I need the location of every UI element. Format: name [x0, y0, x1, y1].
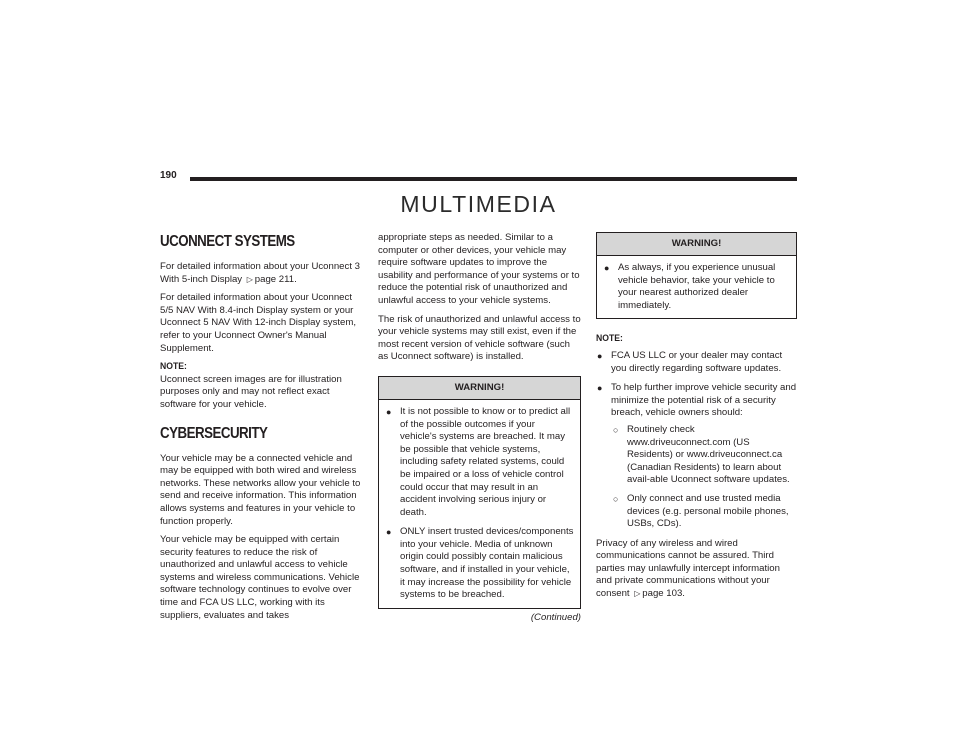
column-middle [378, 232, 581, 624]
chapter-title: MULTIMEDIA [400, 191, 557, 217]
bullet-icon: ● [604, 263, 610, 273]
ring-bullet-icon: ○ [613, 493, 619, 504]
paragraph-security-features: Your vehicle may be equipped with certain security features to reduce the risk of unauthorized and unlawful access to vehicle systems and wireless communications. Vehicle software technology continues to evolve over time and FCA US LLC, working with its suppliers, evaluates and takes [160, 534, 360, 621]
warning-box [378, 376, 581, 609]
sub-item-text: Only connect and use trusted media devices (e.g. personal mobile phones, USBs, CDs). [627, 492, 789, 530]
list-item [603, 262, 790, 312]
sub-item-text: Routinely check www.driveuconnect.com (US Residents) or www.driveuconnect.ca (Canadian Residents) to learn about avail-able Uconnect software updates. [627, 423, 790, 486]
note-label: NOTE: [160, 361, 187, 373]
paragraph-uconnect-3 [160, 261, 365, 286]
arrow-right-icon: ▷ [634, 589, 641, 599]
warning-item-text: As always, if you experience unusual vehicle behavior, take your vehicle to your nearest authorized dealer immediately. [618, 262, 776, 311]
note-item-text: FCA US LLC or your dealer may contact you directly regarding software updates. [611, 349, 783, 374]
page-reference-link[interactable]: page 211. [254, 273, 297, 285]
list-item [385, 526, 574, 602]
page-number: 190 [160, 170, 177, 181]
bullet-icon: ● [386, 406, 392, 417]
column-right [596, 232, 797, 607]
heading-cybersecurity: CYBERSECURITY [160, 424, 268, 442]
warning-box [596, 232, 797, 319]
warning-item-text: It is not possible to know or to predict all of the possible outcomes if your vehicle's systems are breached. It may be possible that vehicle systems, including safety related systems, could be impaired or a loss of vehicle control could occur that may result in an accident involving serious injury or death. [400, 405, 571, 518]
warning-title: WARNING! [597, 233, 796, 256]
paragraph-text: For detailed information about your Uconnect 3 With 5-inch Display [160, 261, 360, 285]
paragraph-connected-vehicle: Your vehicle may be a connected vehicle and may be equipped with both wired and wireless networks. These networks allow your vehicle to send and receive information. This information allows systems and features in your vehicle to function properly. [160, 452, 361, 527]
paragraph-risk: The risk of unauthorized and unlawful access to your vehicle systems may still exist, even if the most recent version of vehicle software (such as Uconnect software) is installed. [378, 313, 581, 363]
list-item [385, 406, 574, 519]
page-reference-link[interactable]: page 103. [642, 588, 685, 600]
bullet-icon: ● [386, 527, 392, 538]
warning-title: WARNING! [379, 377, 580, 400]
arrow-right-icon: ▷ [246, 274, 253, 284]
paragraph-uconnect-5: For detailed information about your Uconnect 5/5 NAV With 8.4-inch Display system or your Uconnect 5 NAV With 12-inch Display system, refer to your Uconnect Owner's Manual Supplement. [160, 292, 357, 354]
note-item-text: To help further improve vehicle security and minimize the potential risk of a security breach, vehicle owners should: [611, 382, 797, 419]
heading-uconnect-systems: UCONNECT SYSTEMS [160, 233, 295, 250]
list-item [596, 350, 797, 375]
header-rule [190, 177, 797, 181]
note-label: NOTE: [596, 333, 623, 345]
bullet-icon: ● [597, 350, 603, 361]
sub-list-item [611, 493, 797, 531]
paragraph-software-updates: appropriate steps as needed. Similar to a computer or other devices, your vehicle may require software updates to improve the usability and performance of your systems or to reduce the potential risk of unauthorized and unlawful access to your vehicle systems. [378, 232, 580, 306]
bullet-icon: ● [597, 383, 603, 394]
column-left [160, 232, 365, 628]
warning-item-text: ONLY insert trusted devices/components into your vehicle. Media of unknown origin could possibly contain malicious software, and if installed in your vehicle, it may increase the possibility for vehicle systems to be breached. [400, 526, 574, 601]
sub-list-item [611, 424, 797, 487]
list-item [596, 382, 797, 531]
note-text: Uconnect screen images are for illustration purposes only and may not reflect exact software for your vehicle. [160, 373, 342, 410]
ring-bullet-icon: ○ [613, 424, 619, 435]
paragraph-privacy [596, 538, 797, 601]
continued-label: (Continued) [530, 611, 581, 623]
paragraph-text: Privacy of any wireless and wired communications cannot be assured. Third parties may unlawfully intercept information and private communications without your consent [596, 537, 780, 600]
